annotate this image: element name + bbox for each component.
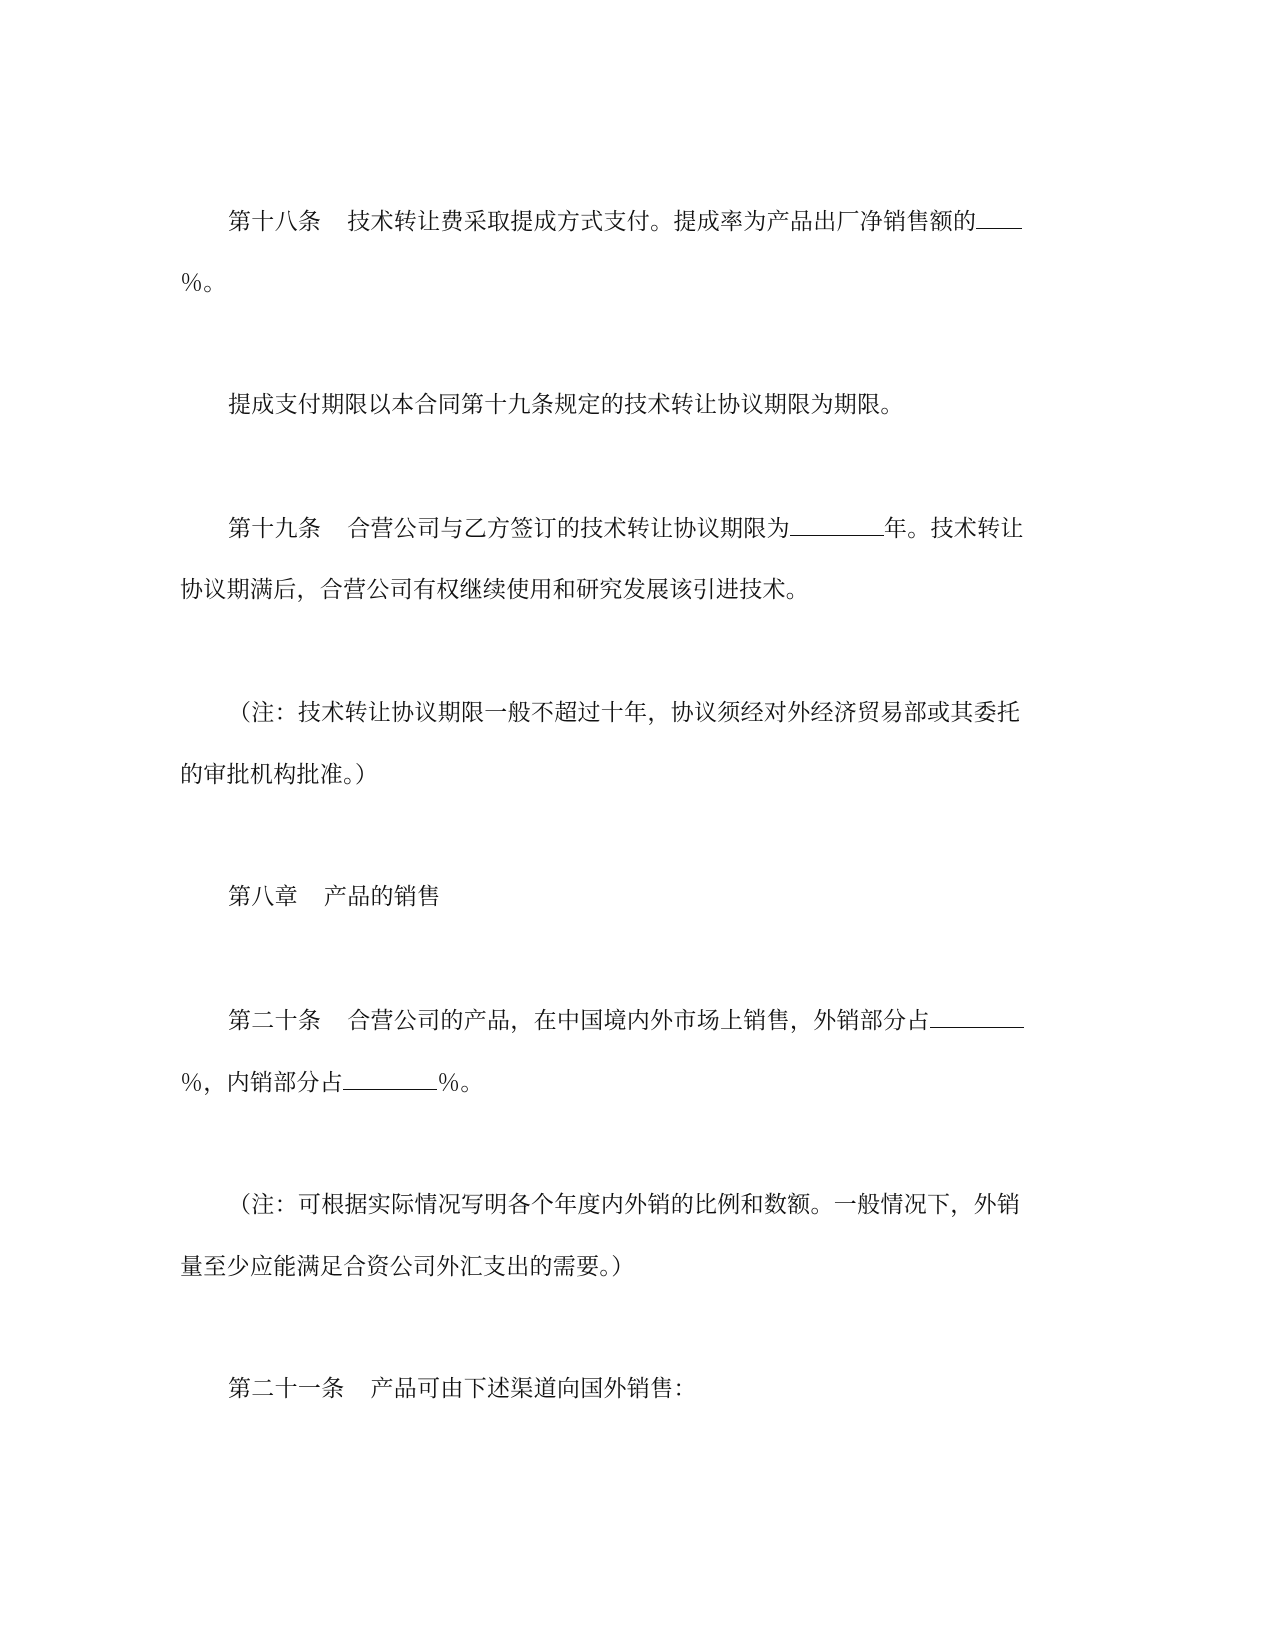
article-21-text: 产品可由下述渠道向国外销售：: [370, 1376, 697, 1402]
article-19-line-1: [228, 513, 1024, 544]
article-18-line-2: ％。: [180, 270, 227, 296]
article-20-text-cont: ％，内销部分占: [180, 1070, 344, 1096]
note-1-line-2: 的审批机构批准。）: [180, 762, 379, 788]
article-20-line-2: [180, 1067, 484, 1098]
article-21-number: 第二十一条: [228, 1376, 345, 1402]
export-share-blank: [930, 1005, 1024, 1028]
article-19-text: 合营公司与乙方签订的技术转让协议期限为: [347, 516, 790, 542]
article-18-number: 第十八条: [228, 209, 322, 235]
chapter-8-title: 产品的销售: [323, 884, 441, 910]
note-2-line-1: （注：可根据实际情况写明各个年度内外销的比例和数额。一般情况下，外销: [228, 1192, 1021, 1218]
agreement-term-blank: [790, 513, 884, 536]
article-20-text: 合营公司的产品，在中国境内外市场上销售，外销部分占: [347, 1008, 930, 1034]
note-1-line-1: （注：技术转让协议期限一般不超过十年，协议须经对外经济贸易部或其委托: [228, 700, 1021, 726]
article-18-paragraph-2: 提成支付期限以本合同第十九条规定的技术转让协议期限为期限。: [228, 392, 904, 418]
note-2-line-2: 量至少应能满足合资公司外汇支出的需要。）: [180, 1254, 635, 1280]
article-19-text-cont: 年。技术转让: [883, 516, 1024, 542]
article-20-text-end: ％。: [437, 1070, 484, 1096]
article-19-line-2: 协议期满后，合营公司有权继续使用和研究发展该引进技术。: [180, 577, 810, 603]
article-18-line-1: [228, 206, 1022, 237]
article-18-text: 技术转让费采取提成方式支付。提成率为产品出厂净销售额的: [347, 209, 977, 235]
article-20-line-1: [228, 1005, 1024, 1036]
royalty-rate-blank: [976, 206, 1022, 229]
chapter-8-number: 第八章: [228, 884, 298, 910]
article-20-number: 第二十条: [228, 1008, 322, 1034]
chapter-8-heading: [228, 882, 440, 912]
article-21-line-1: [228, 1374, 697, 1404]
article-19-number: 第十九条: [228, 516, 322, 542]
domestic-share-blank: [343, 1067, 437, 1090]
